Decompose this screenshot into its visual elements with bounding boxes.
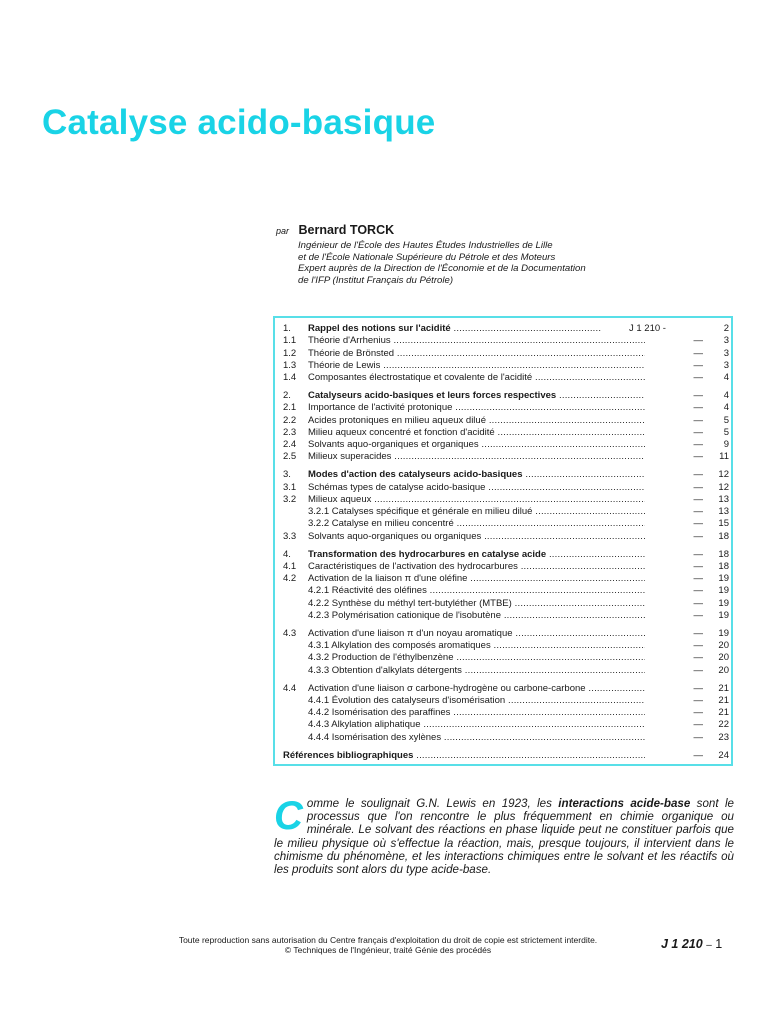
toc-page: 13 — [718, 506, 729, 518]
toc-page: 24 — [718, 749, 729, 761]
toc-label-text: Rappel des notions sur l'acidité — [308, 323, 451, 334]
toc-page: 4 — [723, 389, 729, 401]
toc-row — [283, 628, 729, 640]
intro-paragraph — [274, 794, 734, 877]
toc-label-text: 4.3.3 Obtention d'alkylats détergents — [308, 664, 462, 676]
toc-page: 2 — [723, 323, 729, 334]
toc-row — [283, 494, 729, 506]
toc-number: 4.3 — [283, 627, 297, 639]
toc-label — [308, 598, 645, 610]
toc-number: 2. — [283, 389, 291, 401]
toc-label-text: Milieux aqueux — [308, 493, 372, 505]
toc-page: 12 — [718, 469, 729, 481]
toc-page: 18 — [718, 548, 729, 560]
intro-text-start: omme le soulignait G.N. Lewis en 1923, les — [306, 797, 559, 810]
toc-row — [283, 719, 729, 731]
toc-label — [308, 360, 645, 372]
toc-label — [308, 427, 645, 439]
toc-row — [283, 372, 729, 384]
toc-page: 18 — [718, 530, 729, 542]
toc-label — [308, 390, 645, 402]
toc-label — [308, 628, 645, 640]
affiliation-line: de l'IFP (Institut Français du Pétrole) — [298, 274, 454, 286]
toc-row — [283, 598, 729, 610]
toc-row — [283, 695, 729, 707]
toc-label-text: Catalyseurs acido-basiques et leurs forces respectives — [308, 389, 557, 401]
toc-label-text: Activation de la liaison π d'une oléfine — [308, 573, 468, 585]
toc-page: 22 — [718, 719, 729, 731]
toc-label — [308, 335, 645, 347]
toc-row — [283, 451, 729, 463]
document-ref: J 1 210 — [661, 937, 703, 951]
toc-page: 3 — [723, 359, 729, 371]
toc-number: 3.1 — [283, 481, 297, 493]
toc-row — [283, 390, 729, 402]
toc-label-text: 4.4.1 Évolution des catalyseurs d'isomérisation — [308, 694, 506, 706]
toc-ref: — — [693, 597, 703, 609]
toc-label — [308, 707, 645, 719]
toc-number: 1.3 — [283, 359, 297, 371]
toc-ref: — — [693, 652, 703, 664]
document-title: Catalyse acido-basique — [42, 103, 436, 142]
toc-label — [308, 372, 645, 384]
toc-number: 2.1 — [283, 402, 297, 414]
toc-number: 2.2 — [283, 414, 297, 426]
toc-label-text: Théorie d'Arrhenius — [308, 335, 391, 347]
toc-row — [283, 665, 729, 677]
toc-label — [308, 683, 645, 695]
toc-ref: — — [693, 469, 703, 481]
toc-number: 3. — [283, 469, 291, 481]
toc-page: 20 — [718, 652, 729, 664]
toc-number: 1.1 — [283, 335, 297, 347]
toc-number: 1.4 — [283, 372, 297, 384]
toc-ref: — — [693, 585, 703, 597]
toc-row — [283, 323, 729, 335]
toc-page: 9 — [723, 439, 729, 451]
toc-row — [283, 469, 729, 481]
author-name: Bernard TORCK — [298, 223, 395, 237]
toc-label-text: 4.4.2 Isomérisation des paraffines — [308, 707, 451, 719]
toc-ref: — — [693, 682, 703, 694]
page-number: 1 — [715, 937, 723, 951]
affiliation-line: Ingénieur de l'École des Hautes Études Industrielles de Lille — [298, 240, 553, 251]
toc-page: 21 — [718, 694, 729, 706]
toc-label — [308, 469, 645, 481]
page-dash: – — [706, 940, 712, 951]
toc-ref: — — [693, 439, 703, 451]
toc-page: 19 — [718, 585, 729, 597]
toc-number: 4.1 — [283, 560, 297, 572]
toc-label — [308, 439, 645, 451]
toc-row — [283, 610, 729, 622]
toc-row — [283, 561, 729, 573]
toc-number: 2.3 — [283, 426, 297, 438]
toc-label-text: 4.3.1 Alkylation des composés aromatiques — [308, 640, 491, 652]
toc-label-text: Milieu aqueux concentré et fonction d'acidité — [308, 426, 495, 438]
toc-label — [308, 652, 645, 664]
toc-label — [308, 695, 645, 707]
toc-label-text: Modes d'action des catalyseurs acido-basiques — [308, 469, 523, 481]
toc-page: 4 — [723, 372, 729, 384]
toc-number: 2.4 — [283, 439, 297, 451]
affiliation-line: et de l'École Nationale Supérieure du Pétrole et des Moteurs — [298, 251, 556, 263]
toc-row — [283, 531, 729, 543]
toc-ref: — — [693, 426, 703, 438]
toc-row — [283, 348, 729, 360]
toc-row — [283, 585, 729, 597]
toc-ref: — — [693, 731, 703, 743]
toc-label — [308, 531, 645, 543]
toc-row — [283, 652, 729, 664]
toc-label — [308, 415, 645, 427]
toc-row — [283, 360, 729, 372]
author-prefix: par — [276, 226, 290, 236]
toc-page: 11 — [719, 451, 729, 463]
table-of-contents — [273, 316, 733, 766]
toc-number: 4. — [283, 548, 291, 560]
toc-number: 1.2 — [283, 347, 297, 359]
toc-page: 3 — [723, 347, 729, 359]
toc-ref: — — [693, 707, 703, 719]
toc-row — [283, 518, 729, 530]
toc-row — [283, 640, 729, 652]
toc-row — [283, 707, 729, 719]
toc-label-text: 4.2.2 Synthèse du méthyl tert-butyléther (MTBE) — [308, 597, 512, 609]
toc-ref: — — [693, 493, 703, 505]
toc-label-text: Milieux superacides — [308, 451, 392, 463]
toc-label — [308, 494, 645, 506]
toc-label-text: Références bibliographiques — [283, 749, 414, 761]
toc-page: 19 — [718, 610, 729, 622]
toc-ref: — — [693, 530, 703, 542]
toc-row — [283, 683, 729, 695]
toc-page: 21 — [718, 682, 729, 694]
toc-ref: — — [693, 560, 703, 572]
toc-number: 3.3 — [283, 530, 297, 542]
toc-page: 21 — [718, 707, 729, 719]
toc-label-text: Composantes électrostatique et covalente de l'acidité — [308, 372, 533, 384]
toc-label-text: Activation d'une liaison σ carbone-hydrogène ou carbone-carbone — [308, 682, 586, 694]
toc-row — [283, 549, 729, 561]
toc-ref: — — [693, 359, 703, 371]
toc-ref: — — [693, 372, 703, 384]
toc-ref: — — [693, 664, 703, 676]
toc-label — [308, 323, 601, 335]
toc-ref: — — [693, 749, 703, 761]
toc-label — [308, 506, 645, 518]
toc-ref: — — [693, 335, 703, 347]
toc-label — [308, 640, 645, 652]
toc-label-text: Transformation des hydrocarbures en catalyse acide — [308, 548, 547, 560]
toc-page: 19 — [718, 573, 729, 585]
author-affiliations — [298, 240, 746, 286]
toc-number: 3.2 — [283, 493, 297, 505]
toc-row — [283, 439, 729, 451]
toc-label — [308, 518, 645, 530]
toc-row — [283, 573, 729, 585]
toc-label-text: 4.4.3 Alkylation aliphatique — [308, 719, 421, 731]
page-reference — [661, 937, 722, 951]
toc-row — [283, 415, 729, 427]
toc-row — [283, 427, 729, 439]
toc-label-text: 3.2.1 Catalyses spécifique et générale en milieu dilué — [308, 506, 533, 518]
toc-label-text: 4.2.3 Polymérisation cationique de l'isobutène — [308, 610, 501, 622]
copyright-footer — [148, 935, 628, 955]
toc-page: 5 — [723, 426, 729, 438]
drop-cap: C — [274, 794, 303, 838]
toc-page: 4 — [723, 402, 729, 414]
toc-label-text: Théorie de Brönsted — [308, 347, 395, 359]
author-line — [276, 222, 746, 239]
toc-label-text: Schémas types de catalyse acido-basique — [308, 481, 486, 493]
affiliation-line: Expert auprès de la Direction de l'Économie et de la Documentation — [298, 263, 586, 275]
toc-ref: — — [693, 506, 703, 518]
toc-label — [308, 561, 645, 573]
toc-page: 5 — [723, 414, 729, 426]
copyright-line: Toute reproduction sans autorisation du Centre français d'exploitation du droit de copie est strictement interdite. — [178, 935, 598, 945]
toc-label-text: 4.4.4 Isomérisation des xylènes — [308, 731, 442, 743]
toc-page: 19 — [718, 597, 729, 609]
toc-ref: — — [693, 402, 703, 414]
toc-ref: — — [693, 389, 703, 401]
toc-label — [308, 549, 645, 561]
toc-label — [308, 451, 645, 463]
toc-row — [283, 402, 729, 414]
toc-label-text: 4.3.2 Production de l'éthylbenzène — [308, 652, 454, 664]
toc-label — [308, 573, 645, 585]
toc-label-text: 3.2.2 Catalyse en milieu concentré — [308, 518, 454, 530]
toc-row — [283, 482, 729, 494]
toc-ref: J 1 210 - — [629, 323, 666, 334]
toc-number: 4.2 — [283, 573, 297, 585]
toc-ref: — — [693, 694, 703, 706]
toc-label — [308, 402, 645, 414]
publisher-line: © Techniques de l'Ingénieur, traité Génie des procédés — [284, 945, 492, 955]
toc-label — [283, 750, 645, 762]
toc-label-text: Solvants aquo-organiques et organiques — [308, 439, 479, 451]
toc-page: 19 — [718, 627, 729, 639]
toc-page: 3 — [723, 335, 729, 347]
toc-label-text: Caractéristiques de l'activation des hydrocarbures — [308, 560, 518, 572]
author-block — [276, 222, 746, 286]
toc-row — [283, 732, 729, 744]
toc-ref: — — [693, 610, 703, 622]
toc-label-text: Importance de l'activité protonique — [308, 402, 453, 414]
toc-number: 1. — [283, 323, 291, 334]
toc-label — [308, 610, 645, 622]
toc-row — [283, 506, 729, 518]
toc-ref: — — [693, 719, 703, 731]
toc-label — [308, 348, 645, 360]
toc-ref: — — [693, 414, 703, 426]
toc-ref: — — [693, 627, 703, 639]
toc-label — [308, 585, 645, 597]
toc-ref: — — [693, 347, 703, 359]
toc-page: 20 — [718, 640, 729, 652]
toc-page: 23 — [718, 731, 729, 743]
toc-ref: — — [693, 451, 703, 463]
toc-list — [283, 323, 729, 762]
toc-ref: — — [693, 640, 703, 652]
toc-label — [308, 732, 645, 744]
toc-page: 20 — [718, 664, 729, 676]
toc-label — [308, 665, 645, 677]
toc-ref: — — [693, 481, 703, 493]
toc-label-text: Acides protoniques en milieu aqueux dilué — [308, 414, 486, 426]
toc-label — [308, 482, 645, 494]
toc-page: 15 — [718, 518, 729, 530]
toc-ref: — — [693, 573, 703, 585]
toc-row — [283, 335, 729, 347]
intro-text-rest: sont le processus que l'on rencontre le plus fréquemment en chimie organique ou minérale. Le solvant des réactions en phase liquide peut ne constituer parfois que le milieu physique où s'effectue la réaction, mais, presque toujours, il intervient dans le chimisme du phénomène, et les interactions chimiques entre le solvant et les réactifs où les produits sont alors du type acide-base. — [274, 797, 734, 877]
toc-ref: — — [693, 548, 703, 560]
toc-label-text: Solvants aquo-organiques ou organiques — [308, 530, 482, 542]
toc-row — [283, 750, 729, 762]
toc-number: 4.4 — [283, 682, 297, 694]
toc-label-text: 4.2.1 Réactivité des oléfines — [308, 585, 427, 597]
toc-label — [308, 719, 645, 731]
toc-page: 13 — [718, 493, 729, 505]
toc-ref: — — [693, 518, 703, 530]
toc-label-text: Activation d'une liaison π d'un noyau aromatique — [308, 627, 513, 639]
toc-page: 12 — [718, 481, 729, 493]
toc-number: 2.5 — [283, 451, 297, 463]
toc-label-text: Théorie de Lewis — [308, 359, 381, 371]
toc-page: 18 — [718, 560, 729, 572]
intro-emphasis: interactions acide-base — [558, 797, 691, 810]
